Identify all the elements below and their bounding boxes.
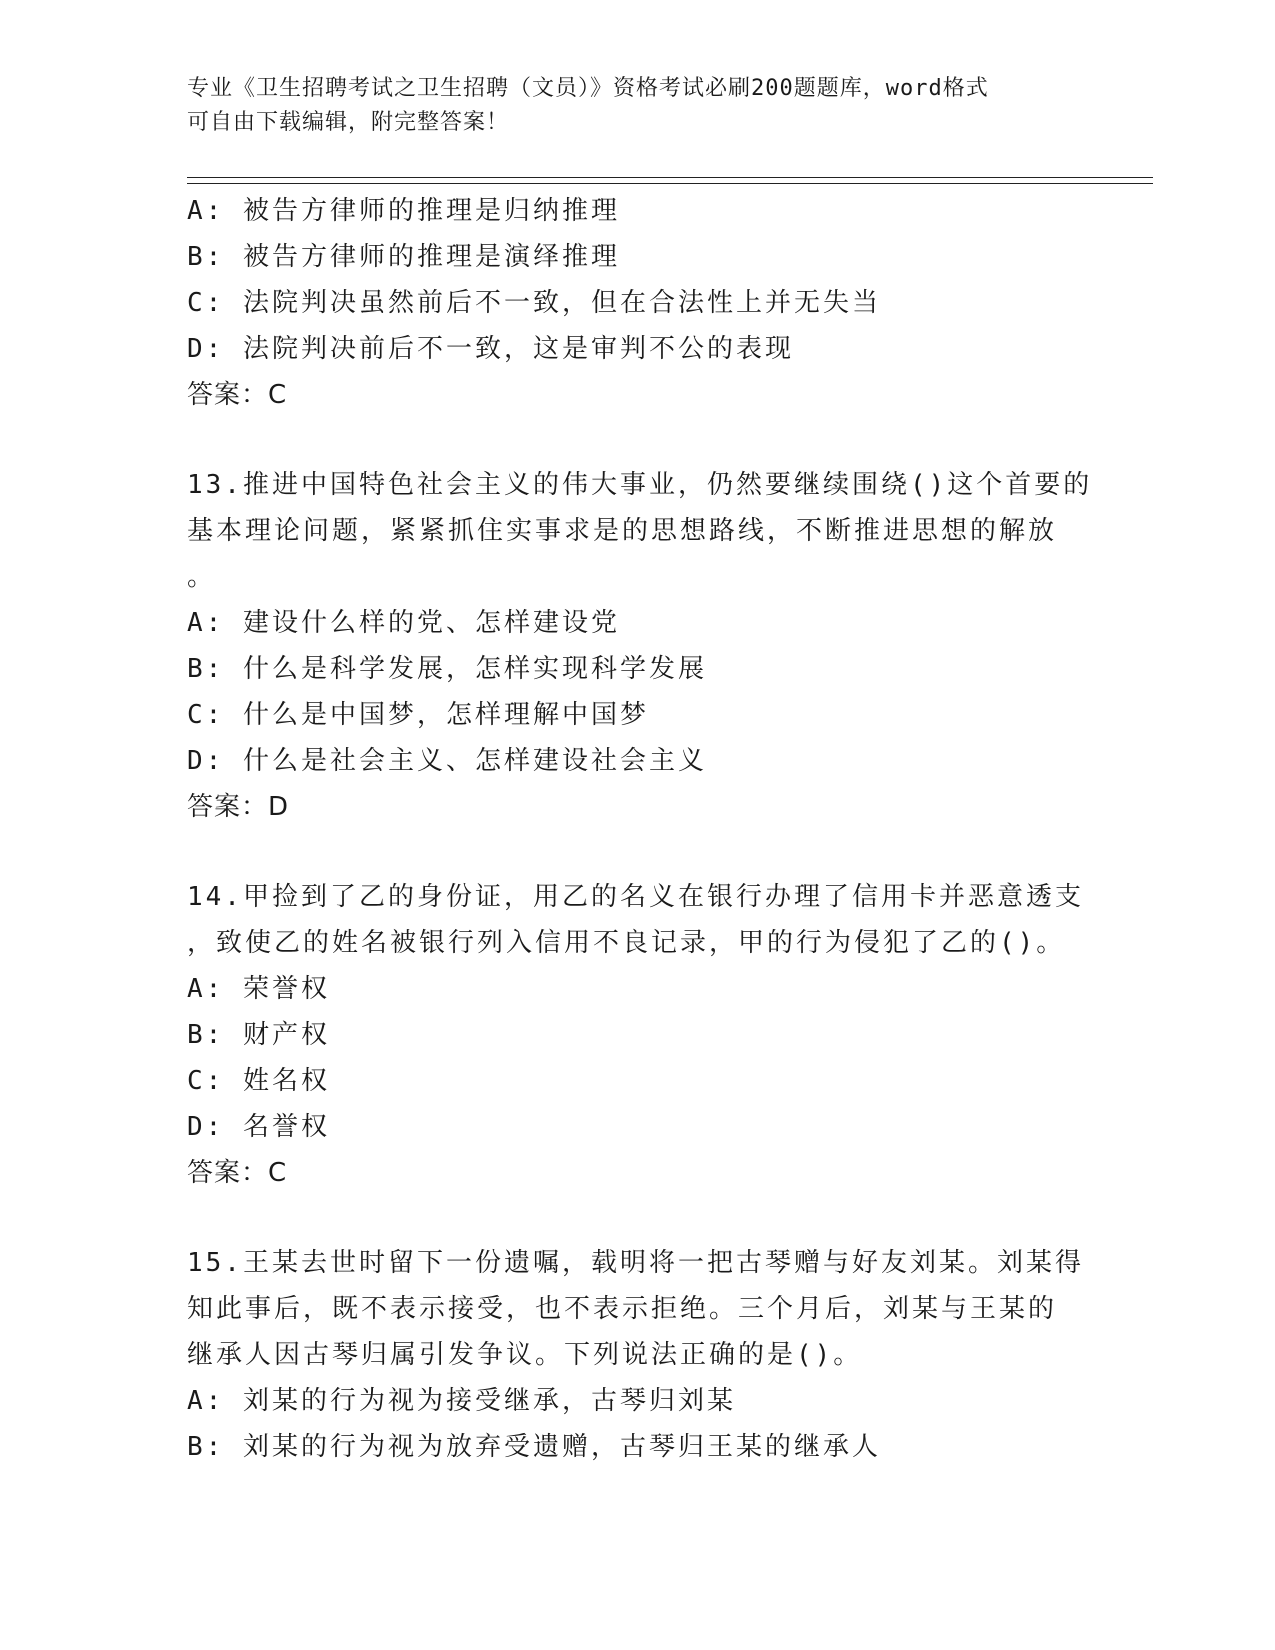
question-12 xyxy=(187,188,1087,418)
option-c: C: 法院判决虽然前后不一致，但在合法性上并无失当 xyxy=(187,288,881,318)
option-b: B: 被告方律师的推理是演绎推理 xyxy=(187,242,620,272)
option-a: A: 建设什么样的党、怎样建设党 xyxy=(187,608,620,638)
page-header xyxy=(187,72,1067,140)
option-a: A: 荣誉权 xyxy=(187,974,330,1004)
question-13 xyxy=(187,462,1093,830)
header-divider xyxy=(187,177,1153,184)
option-b: B: 刘某的行为视为放弃受遗赠，古琴归王某的继承人 xyxy=(187,1432,881,1462)
option-b: B: 财产权 xyxy=(187,1020,330,1050)
option-d: D: 法院判决前后不一致，这是审判不公的表现 xyxy=(187,334,794,364)
question-14 xyxy=(187,874,1087,1196)
option-c: C: 姓名权 xyxy=(187,1066,330,1096)
header-title-line-2: 可自由下载编辑，附完整答案！ xyxy=(187,110,510,135)
question-stem: 知此事后，既不表示接受，也不表示拒绝。三个月后，刘某与王某的 xyxy=(187,1294,1058,1324)
answer: 答案：C xyxy=(187,1158,288,1188)
question-stem: 14.甲捡到了乙的身份证，用乙的名义在银行办理了信用卡并恶意透支 xyxy=(187,882,1084,912)
question-stem: 15.王某去世时留下一份遗嘱，载明将一把古琴赠与好友刘某。刘某得 xyxy=(187,1248,1084,1278)
question-15 xyxy=(187,1240,1087,1470)
option-a: A: 被告方律师的推理是归纳推理 xyxy=(187,196,620,226)
answer: 答案：D xyxy=(187,792,290,822)
header-title-line-1: 专业《卫生招聘考试之卫生招聘（文员）》资格考试必刷200题题库，word格式 xyxy=(187,76,989,101)
question-stem: 基本理论问题，紧紧抓住实事求是的思想路线，不断推进思想的解放 xyxy=(187,516,1058,546)
option-d: D: 名誉权 xyxy=(187,1112,330,1142)
option-a: A: 刘某的行为视为接受继承，古琴归刘某 xyxy=(187,1386,736,1416)
option-b: B: 什么是科学发展，怎样实现科学发展 xyxy=(187,654,707,684)
document-body xyxy=(187,188,1093,1470)
question-stem: ，致使乙的姓名被银行列入信用不良记录，甲的行为侵犯了乙的()。 xyxy=(187,928,1066,958)
question-stem: 13.推进中国特色社会主义的伟大事业，仍然要继续围绕()这个首要的 xyxy=(187,470,1093,500)
answer: 答案：C xyxy=(187,380,288,410)
question-stem: 。 xyxy=(187,562,217,592)
option-d: D: 什么是社会主义、怎样建设社会主义 xyxy=(187,746,707,776)
option-c: C: 什么是中国梦，怎样理解中国梦 xyxy=(187,700,649,730)
question-stem: 继承人因古琴归属引发争议。下列说法正确的是()。 xyxy=(187,1340,863,1370)
